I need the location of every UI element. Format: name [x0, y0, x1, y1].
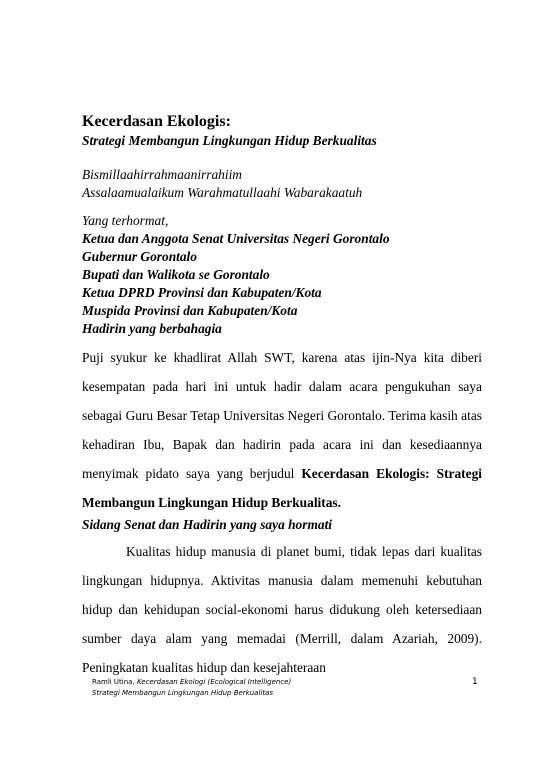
recipient-line: Gubernur Gorontalo [82, 249, 197, 264]
greeting-line: Bismillaahirrahmaanirrahiim [82, 167, 242, 182]
address-block [82, 212, 482, 338]
recipient-line: Hadirin yang berbahagia [82, 321, 222, 336]
section-heading: Sidang Senat dan Hadirin yang saya hormati [82, 517, 333, 532]
footer-author: Ramli Utina, [92, 678, 135, 686]
footer-work-title: Kecerdasan Ekologi (Ecological Intelligence) [136, 678, 292, 686]
speech-title-bold: Kecerdasan Ekologis: Strategi Membangun Lingkungan Hidup Berkualitas. [82, 466, 482, 510]
document-subtitle: Strategi Membangun Lingkungan Hidup Berkualitas [82, 133, 377, 148]
page-number: 1 [472, 677, 478, 687]
recipient-line: Ketua dan Anggota Senat Universitas Negeri Gorontalo [82, 231, 390, 246]
recipient-line: Muspida Provinsi dan Kabupaten/Kota [82, 303, 298, 318]
address-lead: Yang terhormat, [82, 213, 169, 228]
page-footer [92, 677, 492, 699]
footer-line-2: Strategi Membangun Lingkungan Hidup Berkualitas [92, 689, 274, 697]
opening-paragraph [82, 343, 482, 517]
body-paragraph [82, 537, 482, 682]
recipient-line: Bupati dan Walikota se Gorontalo [82, 267, 270, 282]
greeting-block [82, 166, 482, 202]
recipient-line: Ketua DPRD Provinsi dan Kabupaten/Kota [82, 285, 322, 300]
document-title: Kecerdasan Ekologis: [82, 113, 231, 130]
greeting-line: Assalaamualaikum Warahmatullaahi Wabarakaatuh [82, 185, 363, 200]
paragraph-text: Puji syukur ke khadlirat Allah SWT, karena atas ijin-Nya kita diberi kesempatan pada hari ini untuk hadir dalam acara pengukuhan saya sebagai Guru Besar Tetap Universitas Negeri Gorontalo. Terima kasih atas kehadiran Ibu, Bapak dan hadirin pada acara ini dan kesediaannya menyimak pidato saya yang berjudul [82, 350, 482, 481]
footer-line-1 [92, 677, 492, 688]
paragraph-text: Kualitas hidup manusia di planet bumi, tidak lepas dari kualitas lingkungan hidupnya. Aktivitas manusia dalam memenuhi kebutuhan hidup dan kehidupan social-ekonomi harus didukung oleh ketersediaan sumber daya alam yang memadai (Merrill, dalam Azariah, 2009). Peningkatan kualitas hidup dan kesejahteraan [82, 544, 482, 675]
